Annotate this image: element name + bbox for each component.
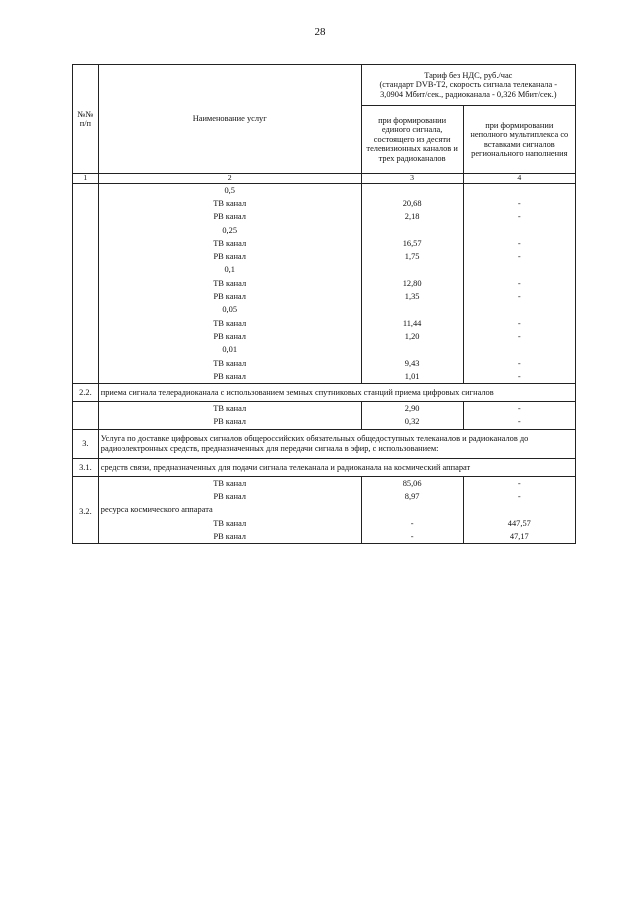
row-name: 0,5 (98, 183, 361, 197)
section-title: приема сигнала телерадиоканала с использованием земных спутниковых станций приема цифровых сигналов (98, 384, 575, 402)
col3-line-4: телевизионных каналов и (366, 144, 458, 154)
col3-line-2: единого сигнала, (381, 125, 443, 135)
row-value-col3: 12,80 (361, 277, 463, 290)
header-row (73, 65, 576, 106)
row-value-col3: 11,44 (361, 317, 463, 330)
table-row (73, 415, 576, 429)
tariff-line-1: Тариф без НДС, руб./час (424, 70, 513, 80)
header-col4-cell (463, 106, 575, 174)
row-value-col4: - (463, 250, 575, 263)
row-name: ТВ канал (98, 197, 361, 210)
table-row (73, 330, 576, 343)
row-name: ТВ канал (98, 237, 361, 250)
table-row (73, 317, 576, 330)
tariff-line-2: (стандарт DVB-T2, скорость сигнала телеканала - (379, 80, 558, 90)
row-name: РВ канал (98, 530, 361, 544)
row-name: 0,05 (98, 303, 361, 316)
row-name: РВ канал (98, 490, 361, 503)
section-number: 3.2. (73, 490, 99, 517)
row-value-col3: - (361, 517, 463, 530)
section-number: 3. (73, 429, 99, 458)
row-name: ТВ канал (98, 402, 361, 416)
row-value-col3: 1,20 (361, 330, 463, 343)
row-name: ТВ канал (98, 517, 361, 530)
col3-line-5: трех радиоканалов (378, 153, 446, 163)
col-number-2: 2 (98, 174, 361, 184)
row-name: ТВ канал (98, 476, 361, 490)
column-number-row (73, 174, 576, 184)
row-value-col3: 20,68 (361, 197, 463, 210)
row-value-col4: - (463, 402, 575, 416)
col4-line-1: при формировании (485, 120, 554, 130)
table-row (73, 343, 576, 356)
row-name: 0,01 (98, 343, 361, 356)
table-row (73, 402, 576, 416)
row-value-col4: 47,17 (463, 530, 575, 544)
col3-line-3: состоящего из десяти (373, 134, 451, 144)
table-row (73, 357, 576, 370)
row-value-col4: - (463, 277, 575, 290)
row-name: 0,25 (98, 224, 361, 237)
row-value-col4: - (463, 476, 575, 490)
section-row-3-2 (73, 503, 576, 516)
table-row (73, 237, 576, 250)
col-number-4: 4 (463, 174, 575, 184)
row-value-col4: - (463, 357, 575, 370)
row-value-col3: 2,18 (361, 210, 463, 223)
row-value-col3: 85,06 (361, 476, 463, 490)
header-name: Наименование услуг (192, 114, 267, 124)
section-row-3 (73, 429, 576, 458)
tariff-table (72, 64, 576, 544)
table-row (73, 264, 576, 277)
row-name: РВ канал (98, 250, 361, 263)
table-row (73, 530, 576, 544)
row-value-col3: 1,01 (361, 370, 463, 384)
row-name: ТВ канал (98, 277, 361, 290)
tariff-line-3: 3,0904 Мбит/сек., радиоканала - 0,326 Мбит/сек.) (380, 89, 557, 99)
header-num-cell (73, 65, 99, 174)
row-name: РВ канал (98, 210, 361, 223)
row-value-col3: 2,90 (361, 402, 463, 416)
row-value-col3: 9,43 (361, 357, 463, 370)
table-row (73, 303, 576, 316)
section-number: 2.2. (73, 384, 99, 402)
section-title: ресурса космического аппарата (98, 503, 361, 516)
row-value-col4: - (463, 290, 575, 303)
row-value-col3: - (361, 530, 463, 544)
row-value-col3: 1,75 (361, 250, 463, 263)
section-row-3-1 (73, 458, 576, 476)
header-num: №№ п/п (77, 109, 94, 128)
col4-line-4: регионального наполнения (471, 148, 568, 158)
table-row (73, 370, 576, 384)
row-name: ТВ канал (98, 317, 361, 330)
row-name: РВ канал (98, 370, 361, 384)
row-value-col3: 0,32 (361, 415, 463, 429)
row-name: РВ канал (98, 290, 361, 303)
col4-line-3: вставками сигналов (483, 139, 555, 149)
page-number: 28 (314, 26, 326, 38)
row-value-col4: - (463, 490, 575, 503)
row-value-col3: 16,57 (361, 237, 463, 250)
row-value-col4: - (463, 237, 575, 250)
row-value-col4: - (463, 330, 575, 343)
section-row-2-2 (73, 384, 576, 402)
col4-line-2: неполного мультиплекса со (470, 130, 569, 140)
row-value-col3: 1,35 (361, 290, 463, 303)
table-row (73, 210, 576, 223)
header-name-cell (98, 65, 361, 174)
row-value-col4: - (463, 415, 575, 429)
row-value-col4: - (463, 370, 575, 384)
row-value-col4: - (463, 210, 575, 223)
table-row (73, 250, 576, 263)
section-title: средств связи, предназначенных для подачи сигнала телеканала и радиоканала на космический аппарат (98, 458, 575, 476)
table-row (73, 183, 576, 197)
table-row (73, 490, 576, 503)
row-value-col4: 447,57 (463, 517, 575, 530)
section-number: 3.1. (73, 458, 99, 476)
row-value-col4: - (463, 317, 575, 330)
row-name: РВ канал (98, 330, 361, 343)
table-row (73, 224, 576, 237)
row-name: ТВ канал (98, 357, 361, 370)
col-number-1: 1 (73, 174, 99, 184)
col3-line-1: при формировании (378, 115, 447, 125)
col-number-3: 3 (361, 174, 463, 184)
row-name: 0,1 (98, 264, 361, 277)
row-value-col3: 8,97 (361, 490, 463, 503)
row-value-col4: - (463, 197, 575, 210)
table-row (73, 517, 576, 530)
table-row (73, 197, 576, 210)
row-name: РВ канал (98, 415, 361, 429)
header-tariff-cell (361, 65, 575, 106)
table-row (73, 476, 576, 490)
table-row (73, 290, 576, 303)
header-col3-cell (361, 106, 463, 174)
section-title: Услуга по доставке цифровых сигналов общероссийских обязательных общедоступных телеканалов и радиоканалов до радиоэлектронных средств, предназначенных для передачи сигнала в эфир, с использованием: (98, 429, 575, 458)
table-row (73, 277, 576, 290)
